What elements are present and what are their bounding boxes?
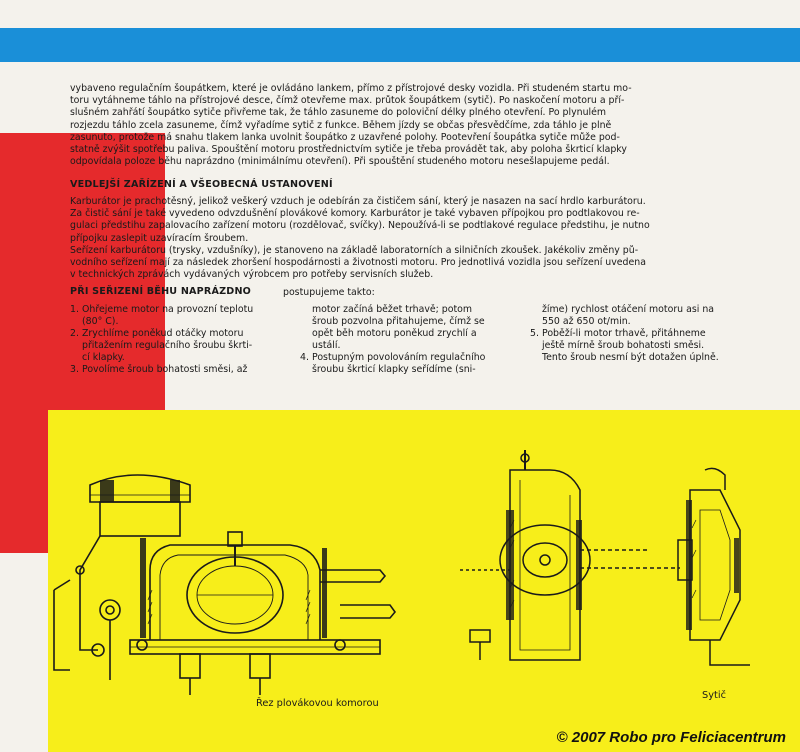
step-text: Ohřejeme motor na provozní teplotu — [82, 304, 254, 315]
step-text: opět běh motoru poněkud zrychlí a — [312, 328, 477, 339]
intro-line: statně zvýšit spotřebu paliva. Spouštění motoru prostřednictvím sytiče je třeba provádět tak, aby poloha škrticí klapky — [70, 144, 627, 156]
intro-line: vybaveno regulačním šoupátkem, které je ovládáno lankem, přímo z přístrojové desky vozidla. Při studeném startu mo- — [70, 83, 632, 94]
intro-line: zasunuto, protože má snahu tlakem lanka uvolnit šoupátko z uzavřené polohy. Pootevření šoupátka sytiče může pod- — [70, 131, 620, 143]
intro-line: rozjezdu táhlo zcela zasuneme, čímž vyřadíme sytič z funkce. Během jízdy se občas přesvědčíme, zda táhlo je plně — [70, 119, 612, 131]
step-text: Tento šroub nesmí být dotažen úplně. — [542, 352, 719, 363]
section-heading-accessories: VEDLEJŠÍ ZAŘÍZENÍ A VŠEOBECNÁ USTANOVENÍ — [70, 179, 333, 190]
section1-line: přípojku zaslepit uzavíracím šroubem. — [70, 232, 249, 244]
section1-line: Karburátor je prachotěsný, jelikož veškerý vzduch je odebírán za čističem sání, který je nasazen na sací hrdlo karburátoru. — [70, 196, 646, 207]
caption-choke: Sytič — [702, 690, 726, 701]
step-number: 3. — [70, 364, 79, 375]
step-text: cí klapky. — [82, 352, 125, 363]
step-text: Poběží-li motor trhavě, přitáhneme — [542, 328, 706, 339]
step-text: (80° C). — [82, 316, 119, 327]
step-number: 4. — [300, 352, 309, 363]
steps-column-1 — [70, 304, 253, 376]
step-text: Postupným povolováním regulačního — [312, 352, 486, 363]
section-heading-idle-adjustment: PŘI SEŘIZENÍ BĚHU NAPRÁZDNO — [70, 286, 252, 297]
float-chamber-section-drawing — [40, 440, 420, 710]
blue-color-band — [0, 28, 800, 62]
step-text: ustálí. — [312, 340, 341, 351]
section-accessories-paragraph — [70, 196, 748, 281]
intro-line: toru vytáhneme táhlo na přístrojové desce, čímž otevřeme max. průtok šoupátkem (sytič). Po naskočení motoru a pří- — [70, 95, 625, 107]
step-number: 1. — [70, 304, 79, 315]
steps-column-3 — [530, 304, 719, 364]
step-text: ještě mírně šroub bohatosti směsi. — [542, 340, 705, 351]
step-text: žíme) rychlost otáčení motoru asi na — [542, 304, 715, 315]
intro-line: odpovídala poloze běhu naprázdno (minimálnímu otevření). Při spouštění studeného motoru nesešlapujeme pedál. — [70, 156, 610, 168]
choke-section-drawing — [450, 450, 770, 690]
step-text: šroub pozvolna přitahujeme, čímž se — [312, 316, 485, 327]
step-text: Povolíme šroub bohatosti směsi, až — [82, 364, 248, 375]
section-heading-tail: postupujeme takto: — [283, 287, 375, 298]
step-text: 550 až 650 ot/min. — [542, 316, 631, 327]
caption-float-chamber: Řez plovákovou komorou — [256, 698, 379, 709]
step-number: 2. — [70, 328, 79, 339]
section1-line: v technických zprávách vydávaných výrobcem pro potřeby servisních služeb. — [70, 269, 434, 281]
steps-column-2 — [300, 304, 485, 376]
step-number: 5. — [530, 328, 539, 339]
step-text: Zrychlíme poněkud otáčky motoru — [82, 328, 244, 339]
step-text: šroubu škrticí klapky seřídíme (sni- — [312, 364, 476, 375]
copyright-notice: © 2007 Robo pro Feliciacentrum — [556, 729, 786, 746]
step-text: přitažením regulačního šroubu škrti- — [82, 340, 253, 351]
intro-line: slušném zahřátí šoupátko sytiče přivřeme tak, že táhlo zasuneme do poloviční délky plného otevření. Po plynulém — [70, 107, 607, 119]
intro-paragraph — [70, 83, 748, 168]
section1-line: Za čistič sání je také vyvedeno odvzdušnění plovákové komory. Karburátor je také vybaven přípojkou pro podtlakovou re- — [70, 208, 640, 220]
section1-line: gulaci předstihu zapalovacího zařízení motoru (rozdělovač, svíčky). Nepoužívá-li se podtlakové regulace předstihu, je nutno — [70, 220, 650, 232]
section1-line: vodního seřízení mají za následek zhoršení hospodárnosti a životnosti motoru. Pro jednotlivá vozidla jsou seřízení uvedena — [70, 257, 646, 269]
step-text: motor začíná běžet trhavě; potom — [312, 304, 473, 315]
section1-line: Seřízení karburátoru (trysky, vzdušníky), je stanoveno na základě laboratorních a silničních zkoušek. Jakékoliv změny pů- — [70, 244, 639, 256]
